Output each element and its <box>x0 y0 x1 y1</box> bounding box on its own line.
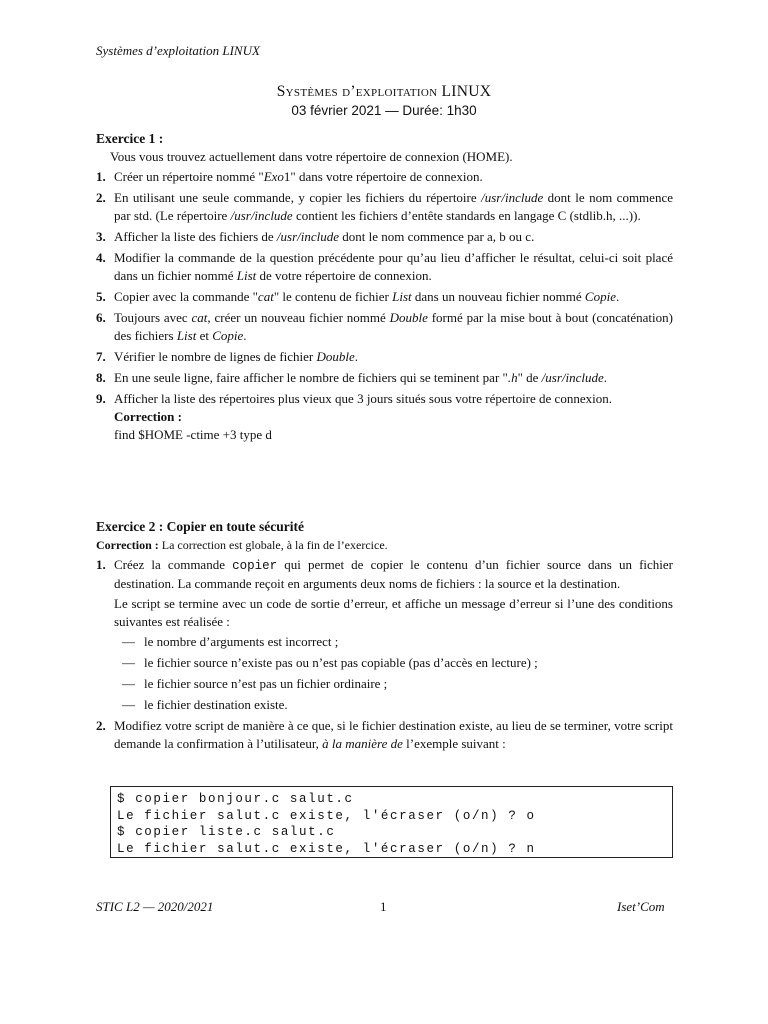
question-number: 4. <box>96 250 106 265</box>
exercise-2-title: Exercice 2 : Copier en toute sécurité <box>96 519 304 534</box>
document-title-text: Systèmes d’exploitation LINUX <box>276 83 492 100</box>
document-subtitle: 03 février 2021 — Durée: 1h30 <box>291 103 477 118</box>
question-5: 5. Copier avec la commande "cat" le contenu de fichier List dans un nouveau fichier nommé Copie. <box>96 289 620 304</box>
question-2: 2. Modifiez votre script de manière à ce que, si le fichier destination existe, au lieu de se terminer, votre script demande la confirmation à l’utilisateur, à la manière de l’exemple suivant : <box>96 718 673 751</box>
question-2: 2. En utilisant une seule commande, y copier les fichiers du répertoire /usr/include dont le nom commence par std. (Le répertoire /usr/include contient les fichiers d’entête standards en langage C (stdlib.h, ...)). <box>96 190 673 223</box>
code-line: Le fichier salut.c existe, l'écraser (o/n) ? o <box>117 808 536 823</box>
exercise-1-questions <box>96 168 673 444</box>
page-number: 1 <box>380 899 387 914</box>
code-example <box>110 786 673 858</box>
document-title <box>0 83 768 101</box>
exercise-1-title: Exercice 1 : <box>96 131 164 146</box>
question-number: 3. <box>96 229 106 244</box>
question-number: 7. <box>96 349 106 364</box>
question-number: 2. <box>96 190 106 205</box>
exercise-2-questions <box>96 556 673 753</box>
title-block <box>0 83 768 120</box>
correction-text: find $HOME -ctime +3 type d <box>114 427 272 442</box>
code-line: $ copier bonjour.c salut.c <box>117 792 354 806</box>
question-paragraph: Le script se termine avec un code de sortie d’erreur, et affiche un message d’erreur si l’une des conditions suivantes est réalisée : <box>114 596 673 629</box>
question-9: 9. Afficher la liste des répertoires plus vieux que 3 jours situés sous votre répertoire de connexion. Correction : find $HOME -ctime +3 type d <box>96 390 673 444</box>
code-line: $ copier liste.c salut.c <box>117 825 336 839</box>
question-1: 1. Créer un répertoire nommé "Exo1" dans votre répertoire de connexion. <box>96 169 483 184</box>
footer-right: Iset’Com <box>617 899 665 914</box>
question-number: 1. <box>96 557 106 572</box>
question-number: 2. <box>96 718 106 733</box>
list-item: — le fichier source n’est pas un fichier ordinaire ; <box>122 676 388 691</box>
question-8: 8. En une seule ligne, faire afficher le nombre de fichiers qui se teminent par ".h" de /usr/include. <box>96 370 608 385</box>
question-number: 6. <box>96 310 106 325</box>
exercise-1-intro: Vous vous trouvez actuellement dans votre répertoire de connexion (HOME). <box>110 149 513 164</box>
list-item: — le fichier source n’existe pas ou n’est pas copiable (pas d’accès en lecture) ; <box>122 655 538 670</box>
question-number: 8. <box>96 370 106 385</box>
exercise-2-correction: Correction : La correction est globale, à la fin de l’exercice. <box>96 538 388 552</box>
question-3: 3. Afficher la liste des fichiers de /usr/include dont le nom commence par a, b ou c. <box>96 229 535 244</box>
conditions-list <box>114 633 673 714</box>
question-number: 9. <box>96 391 106 406</box>
list-item: — le fichier destination existe. <box>122 697 288 712</box>
exercise-1 <box>96 130 673 447</box>
question-1: 1. Créez la commande copier qui permet de copier le contenu d’un fichier source dans un fichier destination. La commande reçoit en arguments deux noms de fichiers : la source et la destination. Le script se termine avec un code de sortie d’erreur, et affiche un message d’erreur si l’une des conditions suivantes est réalisée : — le nombre d’arguments est incorrect ; — le fichier source n’existe pas ou n’est pas copiable (pas d’accès en lecture) ; — le fichier source n’est pas un fichier ordinaire ; — le fichier destination existe. <box>96 557 673 712</box>
question-7: 7. Vérifier le nombre de lignes de fichier Double. <box>96 349 359 364</box>
question-4: 4. Modifier la commande de la question précédente pour qu’au lieu d’afficher le résultat, celui-ci soit placé dans un fichier nommé List de votre répertoire de connexion. <box>96 250 673 283</box>
list-item: — le nombre d’arguments est incorrect ; <box>122 634 339 649</box>
question-6: 6. Toujours avec cat, créer un nouveau fichier nommé Double formé par la mise bout à bout (concaténation) des fichiers List et Copie. <box>96 310 673 343</box>
question-number: 1. <box>96 169 106 184</box>
exercise-2 <box>96 518 673 756</box>
correction-label: Correction : <box>114 409 182 424</box>
code-line: Le fichier salut.c existe, l'écraser (o/n) ? n <box>117 841 536 856</box>
footer-left: STIC L2 — 2020/2021 <box>96 899 214 914</box>
running-header: Systèmes d’exploitation LINUX <box>96 43 260 58</box>
question-number: 5. <box>96 289 106 304</box>
